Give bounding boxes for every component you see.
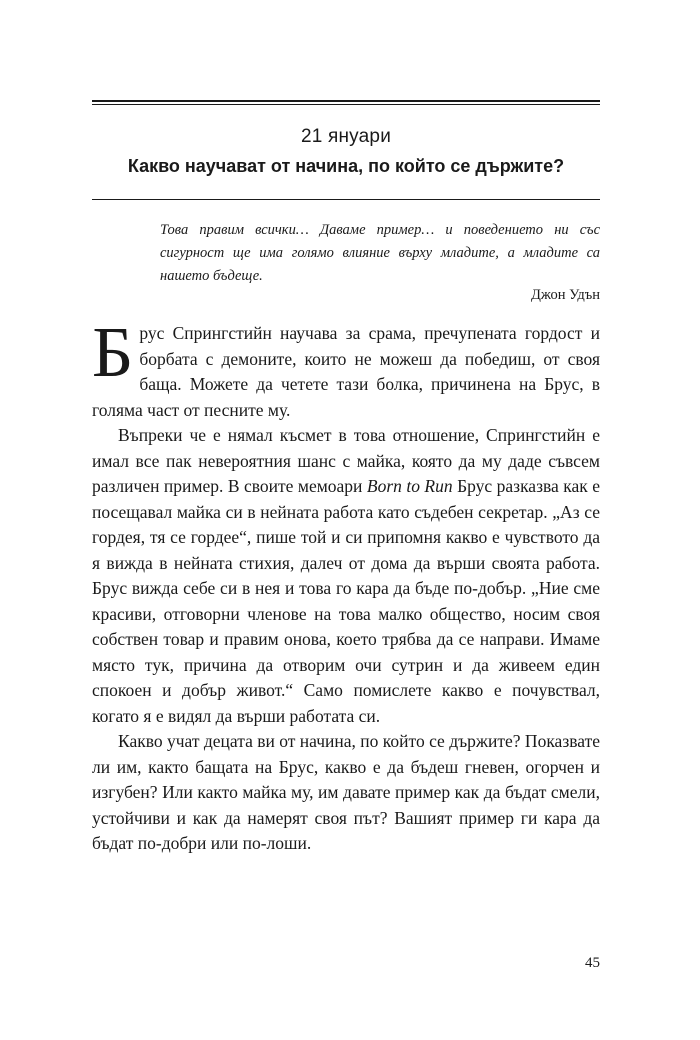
paragraph-1-text: рус Спрингстийн научава за срама, пречупената гордост и борбата с демоните, които не можеш да победиш, от своя баща. Можете да четете тази болка, причинена на Брус, в голяма част от песните му. [92, 323, 600, 420]
paragraph-2-text-end: Брус разказва как е посещавал майка си в нейната работа като съдебен секретар. „Аз се гордея, тя се гордее“, пише той и си припомня какво е чувството да я вижда в нейната стихия, далеч от дома да върши своята работа. Брус вижда себе си в нея и това го кара да бъде по-добър. „Ние сме красиви, отговорни членове на това малко общество, носим своя собствен товар и правим онова, което трябва да се направи. Имаме място тук, причина да отворим очи сутрин и да живеем един спокоен и добър живот.“ Само помислете какво е почувствал, когато я е видял да върши работата си. [92, 476, 600, 726]
top-double-rule [92, 100, 600, 105]
entry-date: 21 януари [300, 126, 392, 147]
top-rule-thin [92, 104, 600, 105]
book-title: Born to Run [366, 476, 453, 496]
top-rule-thick [92, 100, 600, 102]
body-text [92, 312, 600, 857]
epigraph-quote: Това правим всички… Даваме пример… и поведението ни със сигурност ще има голямо влияние върху младите, а младите са нашето бъдеще. [160, 222, 600, 284]
paragraph-2-text-start: Въпреки че е нямал късмет в това отношение, Спрингстийн е имал все пак невероятния шанс с майка, която да му даде съвсем различен пример. В своите мемоари [92, 425, 600, 496]
epigraph-author: Джон Удън [530, 287, 600, 303]
title-divider [92, 199, 600, 200]
drop-cap: Б [92, 312, 134, 392]
paragraph-2 [92, 423, 600, 729]
entry-title: Какво научават от начина, по който се държите? [127, 156, 565, 176]
paragraph-3: Какво учат децата ви от начина, по който се държите? Показвате ли им, както бащата на Брус, какво е да бъдеш гневен, огорчен и изгубен? Или както майка му, им давате пример как да бъдат смели, устойчиви и как да намерят своя път? Вашият пример ги кара да бъдат по-добри или по-лоши. [92, 731, 600, 853]
paragraph-1 [92, 312, 600, 423]
page-number: 45 [585, 955, 600, 971]
